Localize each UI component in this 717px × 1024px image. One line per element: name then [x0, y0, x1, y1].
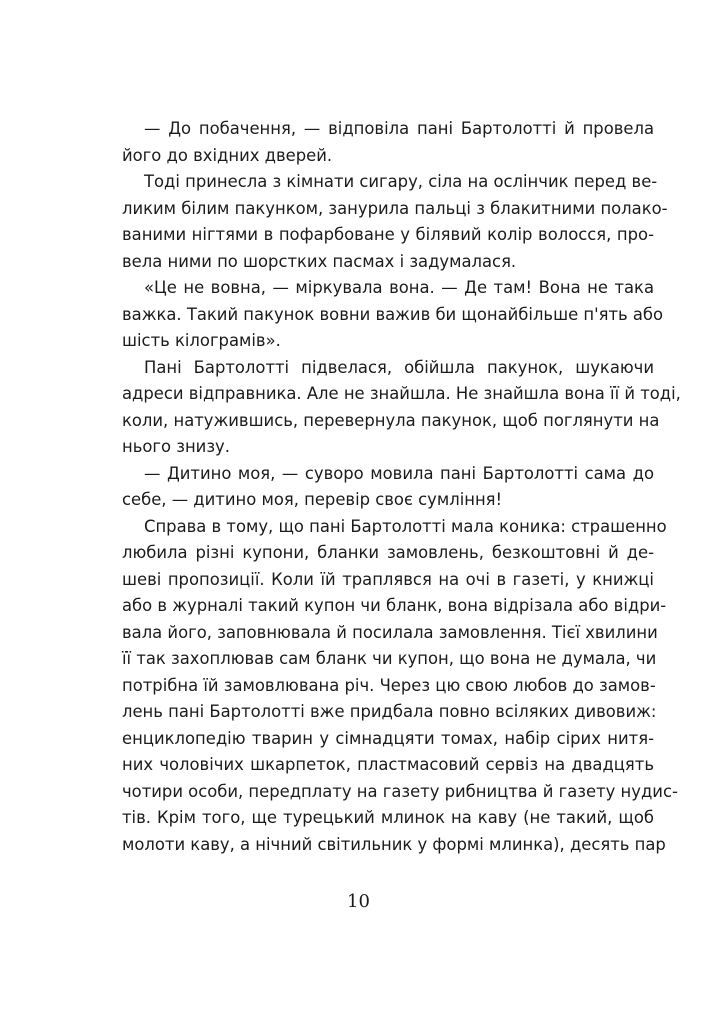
text-line: ваними нігтями в пофарбоване у білявий колір волосся, про- [122, 225, 654, 244]
text-line: «Це не вовна, — міркувала вона. — Де там! Вона не така [144, 278, 654, 297]
text-line: себе, — дитино моя, перевір своє сумління! [122, 490, 503, 509]
text-line: коли, натужившись, перевернула пакунок, щоб поглянути на [122, 410, 660, 430]
text-line: чотири особи, передплату на газету рибництва й газету нудис- [122, 781, 678, 801]
text-line: Пані Бартолотті підвелася, обійшла пакунок, шукаючи [144, 357, 654, 377]
text-line: вела ними по шорстких пасмах і задумалася. [122, 251, 517, 271]
text-line: тів. Крім того, ще турецький млинок на каву (не такий, щоб [122, 808, 654, 827]
text-line: любила різні купони, бланки замовлень, безкоштовні й де- [122, 543, 654, 562]
body-text [122, 116, 681, 858]
text-line: шеві пропозиції. Коли їй траплявся на очі в газеті, у книжці [122, 569, 654, 589]
text-line: молоти каву, а нічний світильник у формі млинка), десять пар [122, 834, 666, 854]
text-line: вала його, заповнювала й посилала замовлення. Тієї хвилини [122, 622, 658, 642]
text-line: — Дитино моя, — суворо мовила пані Бартолотті сама до [144, 463, 654, 483]
text-line: або в журналі такий купон чи бланк, вона відрізала або відри- [122, 596, 667, 615]
text-line: його до вхідних дверей. [122, 145, 333, 165]
text-line: енциклопедію тварин у сімнадцяти томах, набір сірих нитя- [122, 728, 654, 748]
text-line: її так захоплював сам бланк чи купон, що вона не думала, чи [122, 649, 657, 668]
text-line: нього знизу. [122, 437, 230, 456]
text-line: Тоді принесла з кімнати сигару, сіла на ослінчик перед ве- [144, 172, 658, 191]
text-line: потрібна їй замовлювана річ. Через цю свою любов до замов- [122, 675, 656, 695]
text-line: лень пані Бартолотті вже придбала повно всіляких дивовиж: [122, 702, 657, 721]
text-line: Справа в тому, що пані Бартолотті мала коника: страшенно [144, 516, 667, 536]
text-line: адреси відправника. Але не знайшла. Не знайшла вона її й тоді, [122, 384, 681, 403]
text-line: ликим білим пакунком, занурила пальці з блакитними полако- [122, 198, 668, 218]
text-line: шість кілограмів». [122, 331, 281, 350]
text-line: — До побачення, — відповіла пані Бартолотті й провела [144, 119, 654, 138]
page-number: 10 [347, 891, 370, 912]
text-line: важка. Такий пакунок вовни важив би щонайбільше п'ять або [122, 304, 664, 324]
text-line: них чоловічих шкарпеток, пластмасовий сервіз на двадцять [122, 755, 654, 774]
